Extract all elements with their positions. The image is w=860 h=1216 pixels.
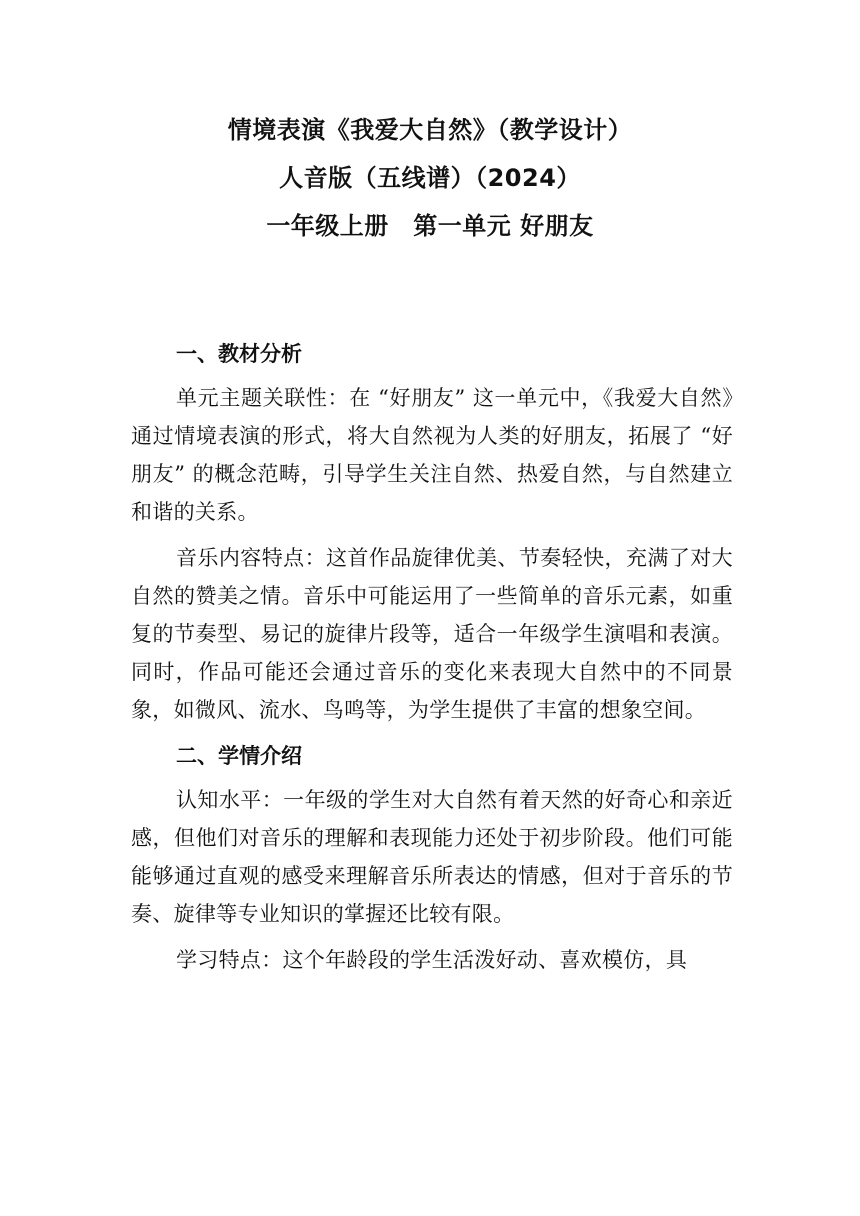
paragraph-music-content: 音乐内容特点：这首作品旋律优美、节奏轻快，充满了对大自然的赞美之情。音乐中可能运用了一些简单的音乐元素，如重复的节奏型、易记的旋律片段等，适合一年级学生演唱和表演。同时，作品可能还会通过音乐的变化来表现大自然中的不同景象，如微风、流水、鸟鸣等，为学生提供了丰富的想象空间。 xyxy=(131,546,733,722)
title-line-1: 情境表演《我爱大自然》（教学设计） xyxy=(227,116,633,144)
title-line-3: 一年级上册 第一单元 好朋友 xyxy=(266,212,594,240)
document-body xyxy=(131,335,733,987)
title-line-2: 人音版（五线谱）（2024） xyxy=(279,164,581,192)
section-heading-student-analysis: 二、学情介绍 xyxy=(176,744,302,768)
paragraph-cognitive-level: 认知水平：一年级的学生对大自然有着天然的好奇心和亲近感，但他们对音乐的理解和表现能力还处于初步阶段。他们可能能够通过直观的感受来理解音乐所表达的情感，但对于音乐的节奏、旋律等专业知识的掌握还比较有限。 xyxy=(131,788,733,926)
paragraph-unit-theme: 单元主题关联性：在 “好朋友” 这一单元中，《我爱大自然》通过情境表演的形式，将大自然视为人类的好朋友，拓展了 “好朋友” 的概念范畴，引导学生关注自然、热爱自然，与自然建立和谐的关系。 xyxy=(131,386,733,524)
section-heading-textbook-analysis: 一、教材分析 xyxy=(176,342,302,366)
paragraph-learning-traits: 学习特点：这个年龄段的学生活泼好动、喜欢模仿，具 xyxy=(176,948,688,972)
document-title xyxy=(0,106,860,250)
